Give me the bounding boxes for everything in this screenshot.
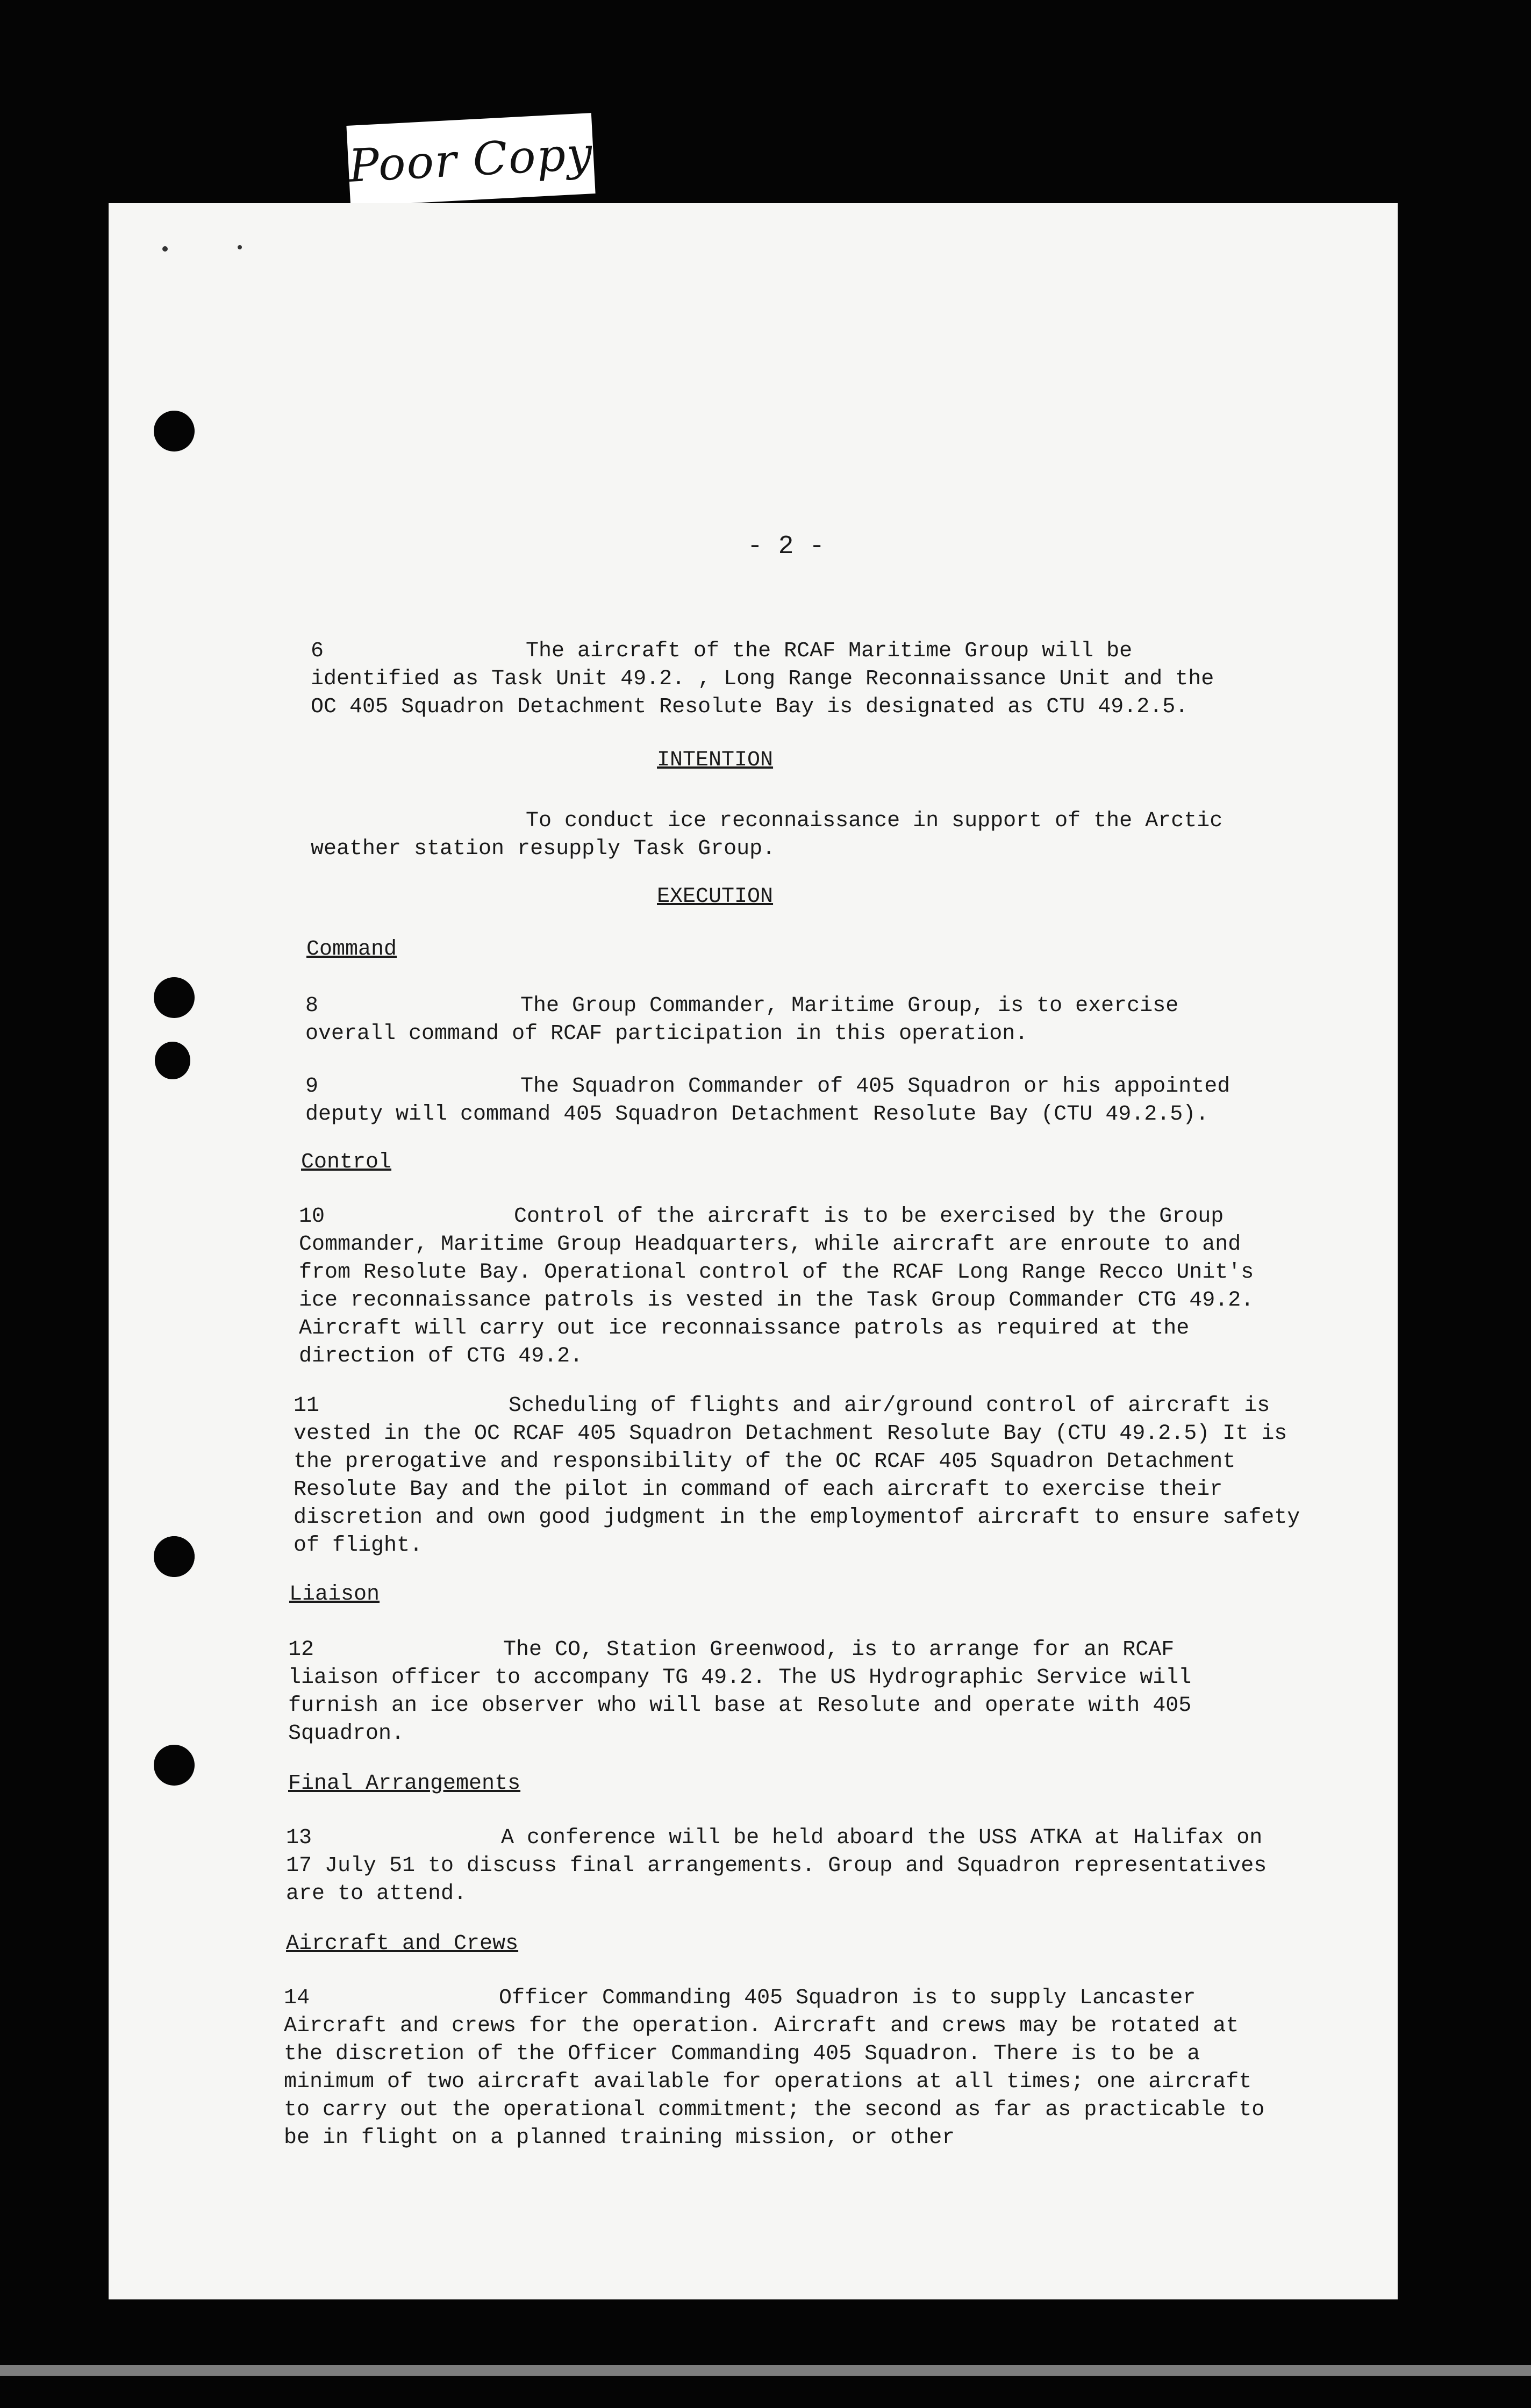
paragraph-text: The CO, Station Greenwood, is to arrange for an RCAF liaison officer to accompany TG 49.2. The US Hydrographic Service will furnish an ice observer who will base at Resolute and operate with 405 Squadron. — [288, 1638, 1192, 1746]
paragraph-text: Officer Commanding 405 Squadron is to supply Lancaster Aircraft and crews for the operation. Aircraft and crews may be rotated at the discretion of the Officer Commanding 405 Squadron. There is to be a minimum of two aircraft available for operations at all times; one aircraft to carry out the operational commitment; the second as far as practicable to be in flight on a planned training mission, or other — [284, 1986, 1265, 2150]
paragraph-7 — [311, 807, 1257, 863]
paragraph-number: 13 — [286, 1826, 312, 1850]
paragraph-13 — [286, 1824, 1275, 1908]
paragraph-12 — [288, 1636, 1267, 1748]
paragraph-10 — [299, 1203, 1288, 1371]
paragraph-9 — [305, 1073, 1273, 1129]
punch-hole — [154, 411, 195, 452]
paragraph-text: The Squadron Commander of 405 Squadron or his appointed deputy will command 405 Squadron Detachment Resolute Bay (CTU 49.2.5). — [305, 1074, 1230, 1127]
paragraph-number: 10 — [299, 1205, 325, 1229]
paragraph-number: 6 — [311, 639, 324, 663]
paragraph-number: 8 — [305, 994, 319, 1018]
heading-aircraft-and-crews: Aircraft and Crews — [286, 1932, 519, 1956]
paragraph-14 — [284, 1984, 1284, 2152]
paragraph-text: Control of the aircraft is to be exercised by the Group Commander, Maritime Group Headquarters, while aircraft are enroute to and from Resolute Bay. Operational control of the RCAF Long Range Recco Unit's ice reconnaissance patrols is vested in the Task Group Commander CTG 49.2. Aircraft will carry out ice reconnaissance patrols as required at the direction of CTG 49.2. — [299, 1205, 1254, 1368]
paragraph-number: 12 — [288, 1638, 314, 1662]
page-number: - 2 - — [747, 532, 825, 561]
heading-command: Command — [306, 937, 397, 962]
punch-hole — [154, 1745, 195, 1786]
paragraph-11 — [294, 1392, 1315, 1560]
paragraph-text: The Group Commander, Maritime Group, is to exercise overall command of RCAF participation in this operation. — [305, 994, 1179, 1046]
paragraph-number: 9 — [305, 1074, 319, 1099]
punch-hole — [155, 1042, 190, 1079]
heading-intention: INTENTION — [657, 748, 774, 772]
paragraph-6 — [311, 637, 1246, 721]
specks — [238, 245, 242, 249]
punch-hole — [154, 977, 195, 1018]
paragraph-number: 11 — [294, 1394, 320, 1418]
heading-execution: EXECUTION — [657, 885, 774, 909]
poor-copy-label — [346, 113, 595, 206]
paragraph-number: 14 — [284, 1986, 310, 2010]
specks — [162, 246, 168, 252]
paragraph-text: To conduct ice reconnaissance in support of the Arctic weather station resupply Task Group. — [311, 809, 1223, 861]
paragraph-8 — [305, 992, 1241, 1048]
paragraph-text: A conference will be held aboard the USS ATKA at Halifax on 17 July 51 to discuss final arrangements. Group and Squadron representatives are to attend. — [286, 1826, 1267, 1906]
heading-final-arrangements: Final Arrangements — [288, 1772, 521, 1796]
heading-liaison: Liaison — [289, 1582, 380, 1607]
paragraph-text: Scheduling of flights and air/ground control of aircraft is vested in the OC RCAF 405 Squadron Detachment Resolute Bay (CTU 49.2.5) It is the prerogative and responsibility of the OC RCAF 405 Squadron Detachment Resolute Bay and the pilot in command of each aircraft to exercise their discretion and own good judgment in the employmentof aircraft to ensure safety of flight. — [294, 1394, 1300, 1558]
stamp-text: Poor Copy — [347, 127, 595, 192]
punch-hole — [154, 1536, 195, 1577]
paragraph-text: The aircraft of the RCAF Maritime Group will be identified as Task Unit 49.2. , Long Range Reconnaissance Unit and the OC 405 Squadron Detachment Resolute Bay is designated as CTU 49.2.5. — [311, 639, 1214, 719]
heading-control: Control — [301, 1150, 392, 1174]
film-edge — [0, 2365, 1531, 2376]
